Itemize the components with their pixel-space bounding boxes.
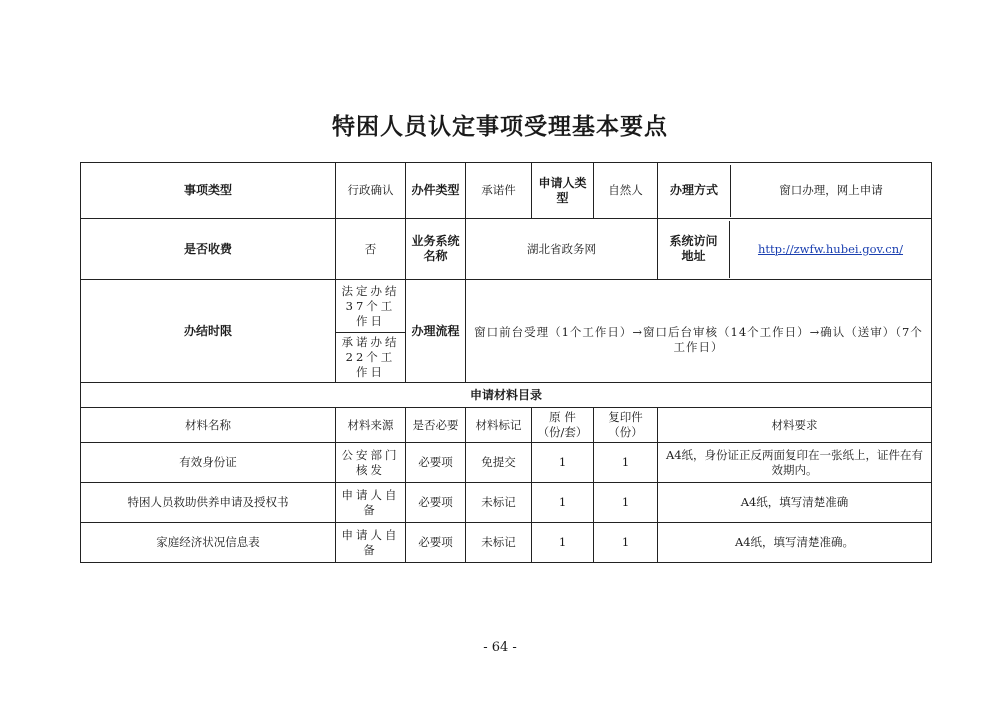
case-type-value: 承诺件 (466, 163, 532, 219)
table-row (81, 163, 932, 219)
item-type-value: 行政确认 (336, 163, 406, 219)
table-row (81, 443, 932, 483)
col-header-mark: 材料标记 (466, 408, 532, 443)
material-original-count: 1 (532, 523, 594, 563)
col-header-source: 材料来源 (336, 408, 406, 443)
material-mark: 未标记 (466, 523, 532, 563)
material-source: 申请人自备 (336, 483, 406, 523)
case-type-label: 办件类型 (406, 163, 466, 219)
legal-limit-value: 法定办结37个工作日 (336, 280, 406, 333)
promised-limit-value: 承诺办结22个工作日 (336, 333, 406, 383)
page-title: 特困人员认定事项受理基本要点 (332, 114, 668, 140)
material-name: 家庭经济状况信息表 (81, 523, 336, 563)
material-mark: 未标记 (466, 483, 532, 523)
material-original-count: 1 (532, 483, 594, 523)
materials-section-title: 申请材料目录 (81, 383, 932, 408)
col-header-required: 是否必要 (406, 408, 466, 443)
requirements-table (80, 162, 932, 563)
fee-value: 否 (336, 219, 406, 280)
table-row (81, 523, 932, 563)
page-number: - 64 - (483, 640, 517, 655)
system-name-value: 湖北省政务网 (466, 219, 658, 280)
material-requirement: A4纸，填写清楚准确 (658, 483, 932, 523)
method-value: 窗口办理，网上申请 (779, 183, 883, 197)
table-row (81, 219, 932, 280)
system-url-link[interactable]: http://zwfw.hubei.gov.cn/ (757, 241, 904, 256)
process-value: 窗口前台受理（1个工作日）→窗口后台审核（14个工作日）→确认（送审）（7个工作日） (466, 280, 932, 383)
material-required: 必要项 (406, 523, 466, 563)
material-copy-count: 1 (594, 523, 658, 563)
applicant-type-value: 自然人 (594, 163, 658, 219)
table-row (81, 383, 932, 408)
table-row (81, 483, 932, 523)
time-limit-label: 办结时限 (81, 280, 336, 383)
system-name-label: 业务系统名称 (406, 219, 466, 280)
material-copy-count: 1 (594, 483, 658, 523)
col-header-original: 原 件（份/套） (532, 408, 594, 443)
item-type-label: 事项类型 (81, 163, 336, 219)
material-source: 公安部门核发 (336, 443, 406, 483)
material-mark: 免提交 (466, 443, 532, 483)
col-header-requirement: 材料要求 (658, 408, 932, 443)
system-url-label: 系统访问地址 (658, 221, 730, 278)
material-required: 必要项 (406, 483, 466, 523)
material-original-count: 1 (532, 443, 594, 483)
material-name: 有效身份证 (81, 443, 336, 483)
material-source: 申请人自备 (336, 523, 406, 563)
material-requirement: A4纸，身份证正反两面复印在一张纸上，证件在有效期内。 (658, 443, 932, 483)
col-header-copy: 复印件（份） (594, 408, 658, 443)
material-copy-count: 1 (594, 443, 658, 483)
applicant-type-label: 申请人类型 (532, 163, 594, 219)
process-label: 办理流程 (406, 280, 466, 383)
fee-label: 是否收费 (81, 219, 336, 280)
table-row (81, 280, 932, 333)
method-label: 办理方式 (658, 165, 731, 217)
col-header-name: 材料名称 (81, 408, 336, 443)
material-name: 特困人员救助供养申请及授权书 (81, 483, 336, 523)
material-requirement: A4纸，填写清楚准确。 (658, 523, 932, 563)
material-required: 必要项 (406, 443, 466, 483)
table-header-row (81, 408, 932, 443)
